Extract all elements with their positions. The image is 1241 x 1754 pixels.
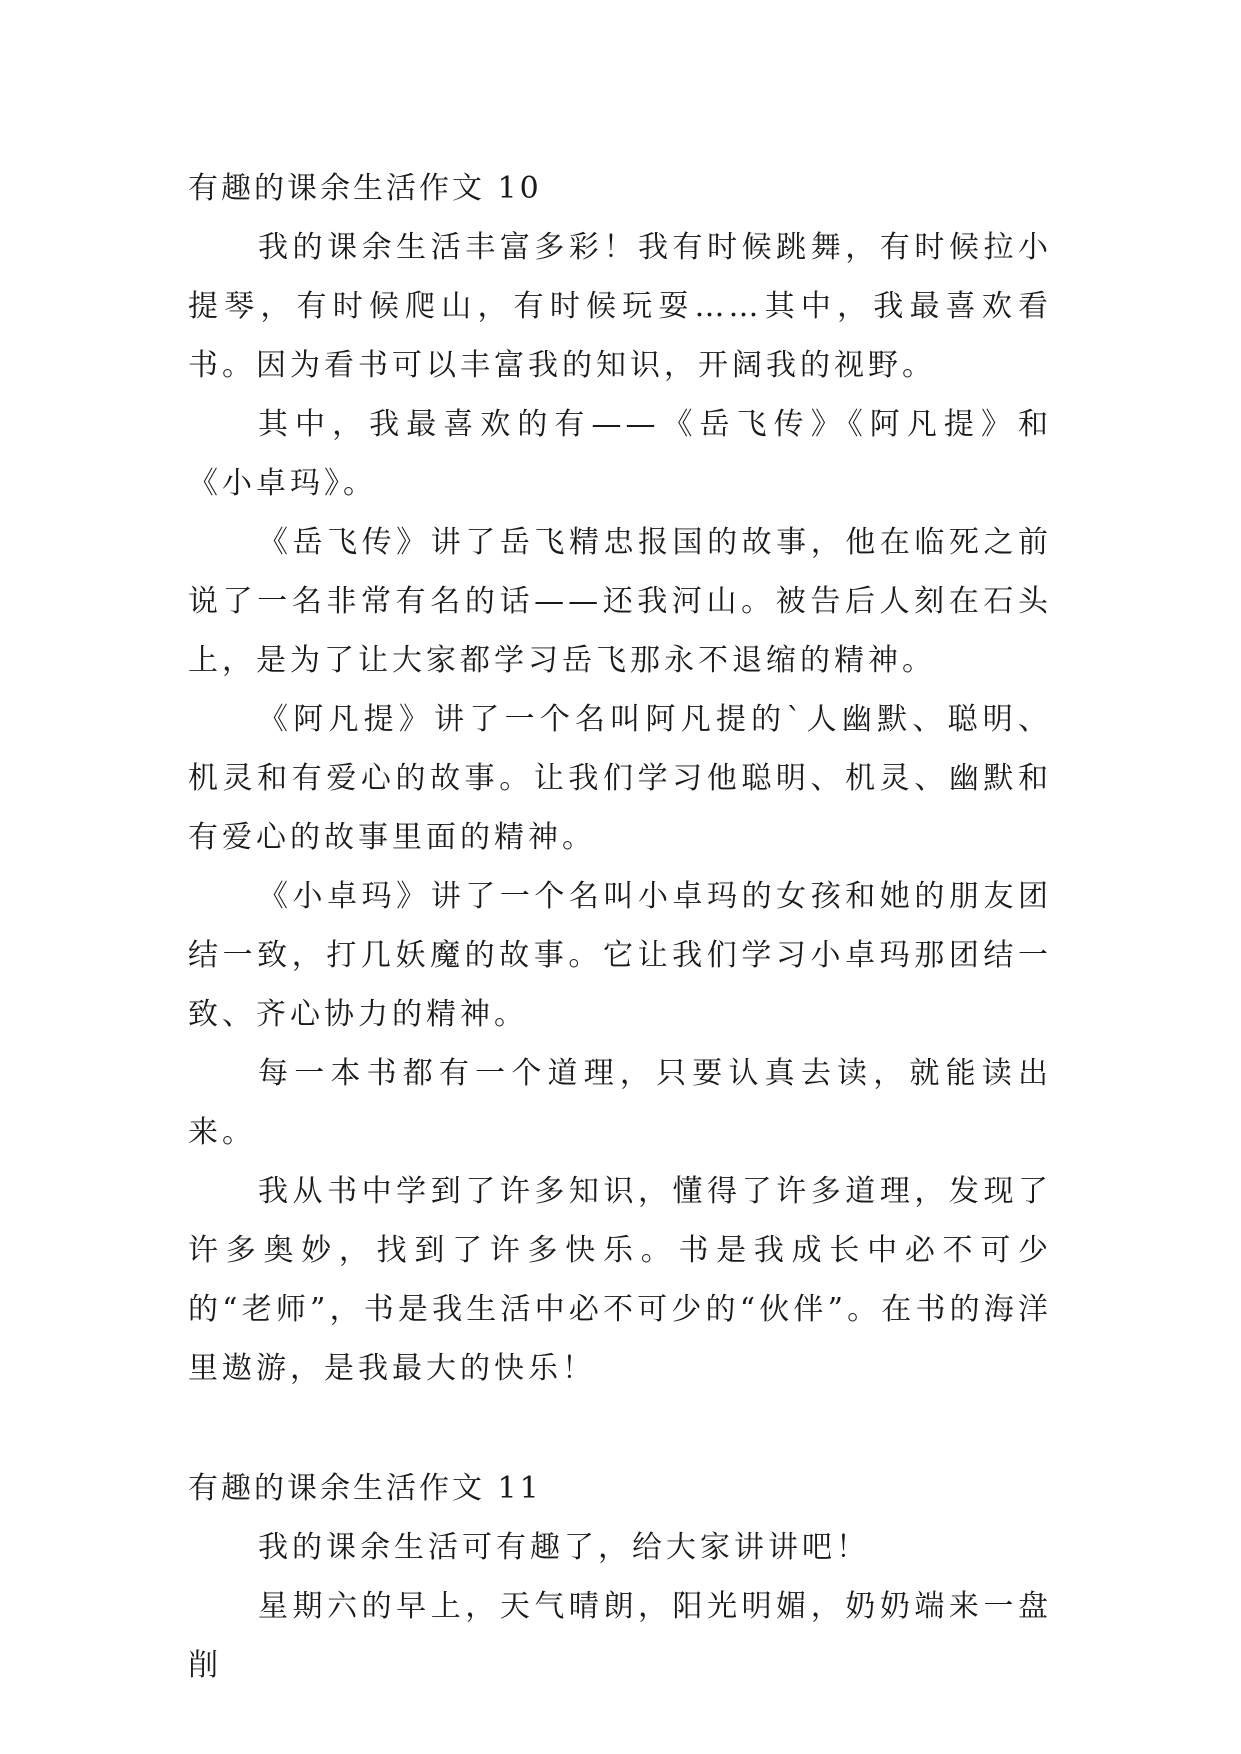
essay-section-11: [188, 1460, 1052, 1695]
essay-heading: 有趣的课余生活作文 11: [188, 1471, 542, 1506]
essay-paragraph: 我从书中学到了许多知识，懂得了许多道理，发现了许多奥妙，找到了许多快乐。书是我成长中必不可少的“老师”，书是我生活中必不可少的“伙伴”。在书的海洋里遨游，是我最大的快乐！: [188, 1174, 1052, 1386]
document-page: [188, 160, 1052, 1695]
essay-paragraph: 《小卓玛》讲了一个名叫小卓玛的女孩和她的朋友团结一致，打几妖魔的故事。它让我们学习小卓玛那团结一致、齐心协力的精神。: [188, 879, 1052, 1032]
essay-heading: 有趣的课余生活作文 10: [188, 171, 542, 206]
essay-paragraph: 《阿凡提》讲了一个名叫阿凡提的`人幽默、聪明、机灵和有爱心的故事。让我们学习他聪明、机灵、幽默和有爱心的故事里面的精神。: [188, 702, 1052, 855]
essay-paragraph: 星期六的早上，天气晴朗，阳光明媚，奶奶端来一盘削: [188, 1589, 1052, 1683]
essay-paragraph: 我的课余生活丰富多彩！我有时候跳舞，有时候拉小提琴，有时候爬山，有时候玩耍……其中，我最喜欢看书。因为看书可以丰富我的知识，开阔我的视野。: [188, 230, 1052, 383]
essay-paragraph: 我的课余生活可有趣了，给大家讲讲吧！: [258, 1530, 870, 1565]
essay-paragraph: 每一本书都有一个道理，只要认真去读，就能读出来。: [188, 1056, 1052, 1150]
essay-paragraph: 其中，我最喜欢的有——《岳飞传》《阿凡提》和《小卓玛》。: [188, 407, 1052, 501]
essay-section-10: [188, 160, 1052, 1398]
essay-paragraph: 《岳飞传》讲了岳飞精忠报国的故事，他在临死之前说了一名非常有名的话——还我河山。被告后人刻在石头上，是为了让大家都学习岳飞那永不退缩的精神。: [188, 525, 1052, 678]
